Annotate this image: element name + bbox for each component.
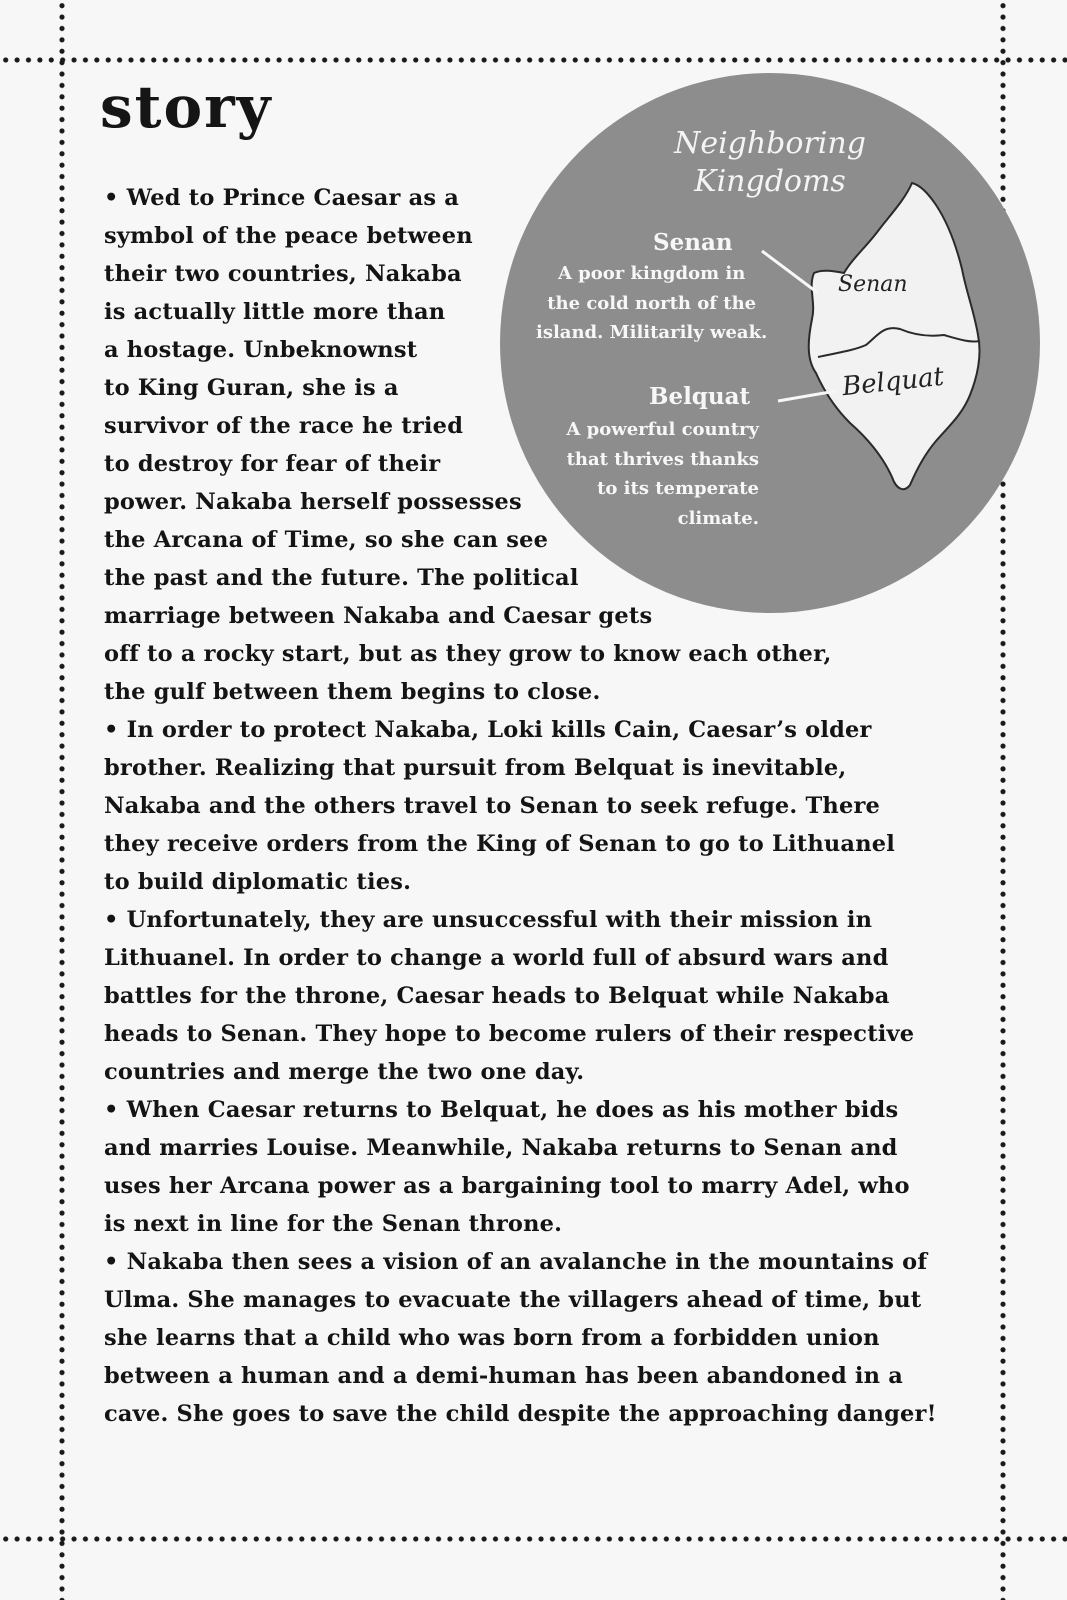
island-shape — [809, 183, 980, 489]
story-line: is next in line for the Senan throne. — [104, 1211, 563, 1237]
story-line: symbol of the peace between — [104, 223, 473, 249]
story-line: countries and merge the two one day. — [104, 1059, 585, 1085]
map-title: Neighboring Kingdoms — [674, 126, 866, 199]
story-line: she learns that a child who was born from a forbidden union — [104, 1325, 880, 1351]
senan-map-label: Senan — [838, 272, 908, 297]
story-line: Ulma. She manages to evacuate the villagers ahead of time, but — [104, 1287, 922, 1313]
kingdoms-map — [500, 73, 1040, 613]
story-line: • Nakaba then sees a vision of an avalanche in the mountains of — [104, 1249, 928, 1275]
top-dotted-border — [0, 57, 1067, 63]
left-dotted-border — [59, 0, 65, 1600]
story-line: brother. Realizing that pursuit from Belquat is inevitable, — [104, 755, 847, 781]
story-line: to destroy for fear of their — [104, 451, 441, 477]
story-line: Lithuanel. In order to change a world full of absurd wars and — [104, 945, 889, 971]
story-line: a hostage. Unbeknownst — [104, 337, 418, 363]
story-line: • When Caesar returns to Belquat, he does as his mother bids — [104, 1097, 899, 1123]
story-line: Nakaba and the others travel to Senan to seek refuge. There — [104, 793, 881, 819]
story-line: between a human and a demi-human has been abandoned in a — [104, 1363, 904, 1389]
story-line: battles for the throne, Caesar heads to Belquat while Nakaba — [104, 983, 890, 1009]
story-line: heads to Senan. They hope to become rulers of their respective — [104, 1021, 915, 1047]
senan-region-name: Senan — [653, 229, 733, 256]
story-line: power. Nakaba herself possesses — [104, 489, 522, 515]
story-line: they receive orders from the King of Senan to go to Lithuanel — [104, 831, 896, 857]
story-line: • Wed to Prince Caesar as a — [104, 185, 460, 211]
story-line: the Arcana of Time, so she can see — [104, 527, 549, 553]
story-line: uses her Arcana power as a bargaining tool to marry Adel, who — [104, 1173, 910, 1199]
story-line: and marries Louise. Meanwhile, Nakaba returns to Senan and — [104, 1135, 898, 1161]
page-title: story — [100, 73, 273, 141]
story-line: their two countries, Nakaba — [104, 261, 462, 287]
story-line: survivor of the race he tried — [104, 413, 464, 439]
story-line: • Unfortunately, they are unsuccessful with their mission in — [104, 907, 873, 933]
senan-region-description: A poor kingdom in the cold north of the island. Militarily weak. — [536, 263, 768, 343]
bottom-dotted-border — [0, 1536, 1067, 1542]
belquat-map-label: Belquat — [840, 361, 946, 403]
story-line: cave. She goes to save the child despite the approaching danger! — [104, 1401, 937, 1427]
story-line: • In order to protect Nakaba, Loki kills Cain, Caesar’s older — [104, 717, 872, 743]
story-line: the gulf between them begins to close. — [104, 679, 601, 705]
belquat-region-description: A powerful country that thrives thanks to its temperate climate. — [566, 419, 759, 529]
story-line: to King Guran, she is a — [104, 375, 399, 401]
story-line: is actually little more than — [104, 299, 446, 325]
senan-leader-line — [762, 251, 818, 293]
story-line: to build diplomatic ties. — [104, 869, 412, 895]
belquat-region-name: Belquat — [649, 383, 751, 410]
story-line: off to a rocky start, but as they grow to know each other, — [104, 641, 832, 667]
story-line: marriage between Nakaba and Caesar gets — [104, 603, 653, 629]
story-line: the past and the future. The political — [104, 565, 579, 591]
